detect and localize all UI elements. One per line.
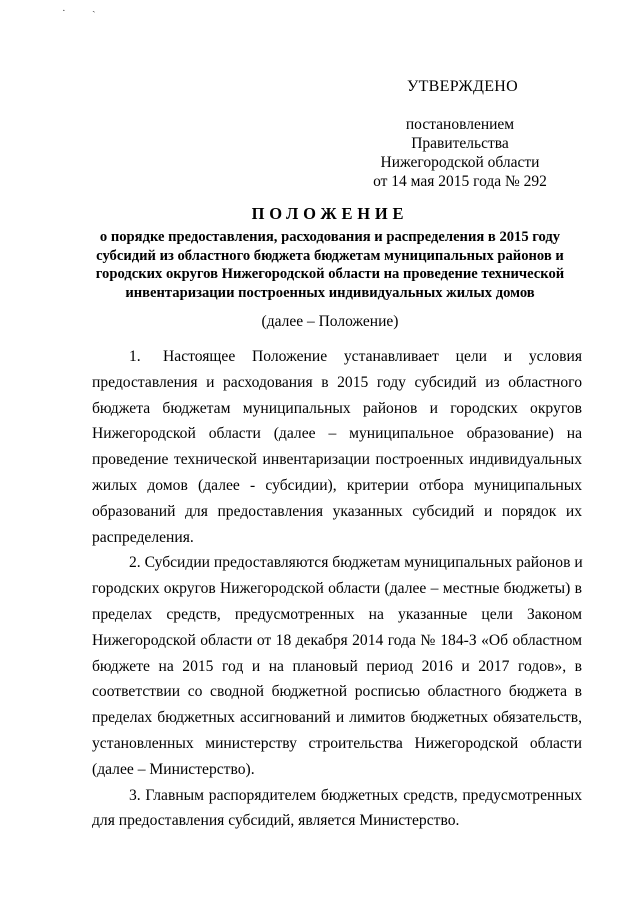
scan-mark-left: · xyxy=(62,5,66,17)
text-line: жилых домов (далее - субсидии), критерии отбора муниципальных xyxy=(92,476,582,494)
text-line: пределах бюджетных ассигнований и лимитов бюджетных обязательств, xyxy=(92,709,582,727)
text-line: проведение технической инвентаризации построенных индивидуальных xyxy=(92,451,582,469)
text-line: бюджета бюджетам муниципальных районов и городских округов xyxy=(92,399,582,417)
paragraph-1 xyxy=(92,344,582,550)
scan-mark-right: ˏ xyxy=(92,1,96,13)
approval-block xyxy=(360,78,560,191)
text-line: Нижегородской области (далее – муниципальное образование) на xyxy=(92,425,582,443)
document-subtitle-line: о порядке предоставления, расходования и распределения в 2015 году xyxy=(99,229,561,245)
text-line: соответствии со сводной бюджетной росписью областного бюджета в xyxy=(92,683,582,701)
text-line: (далее – Министерство). xyxy=(92,760,255,778)
document-subtitle-line: инвентаризации построенных индивидуальных жилых домов xyxy=(125,284,535,301)
text-line: установленных министерству строительства Нижегородской области xyxy=(92,734,582,752)
document-title-block xyxy=(84,204,576,331)
text-line: 2. Субсидии предоставляются бюджетам муниципальных районов и xyxy=(129,554,583,572)
paragraph-3 xyxy=(92,783,582,835)
text-line: распределения. xyxy=(92,528,194,546)
document-subtitle-line: субсидий из областного бюджета бюджетам муниципальных районов и xyxy=(96,247,564,264)
text-line: 3. Главным распорядителем бюджетных средств, предусмотренных xyxy=(129,786,582,804)
text-line: бюджете на 2015 год и на плановый период 2016 и 2017 годов», в xyxy=(92,657,582,675)
document-title: ПОЛОЖЕНИЕ xyxy=(251,204,409,223)
text-line: предоставления и расходования в 2015 году субсидий из областного xyxy=(92,373,582,391)
text-line: пределах средств, предусмотренных на указанные цели Законом xyxy=(92,605,582,623)
paragraph-2 xyxy=(92,550,582,782)
text-line: для предоставления субсидий, является Министерство. xyxy=(92,812,460,830)
approved-line: постановлением Правительства xyxy=(405,116,515,152)
approved-line: от 14 мая 2015 года № 292 xyxy=(373,173,547,190)
approved-line: Нижегородской области xyxy=(380,154,540,171)
text-line: городских округов Нижегородской области (далее – местные бюджеты) в xyxy=(92,580,582,598)
text-line: образований для предоставления указанных субсидий и порядок их xyxy=(92,502,582,520)
document-short-name: (далее – Положение) xyxy=(261,313,399,330)
approved-label: УТВЕРЖДЕНО xyxy=(406,78,518,95)
text-line: Нижегородской области от 18 декабря 2014 года № 184-З «Об областном xyxy=(92,631,582,649)
document-body xyxy=(92,344,582,834)
document-subtitle-line: городских округов Нижегородской области на проведение технической xyxy=(95,266,565,282)
text-line: 1. Настоящее Положение устанавливает цели и условия xyxy=(129,348,582,365)
